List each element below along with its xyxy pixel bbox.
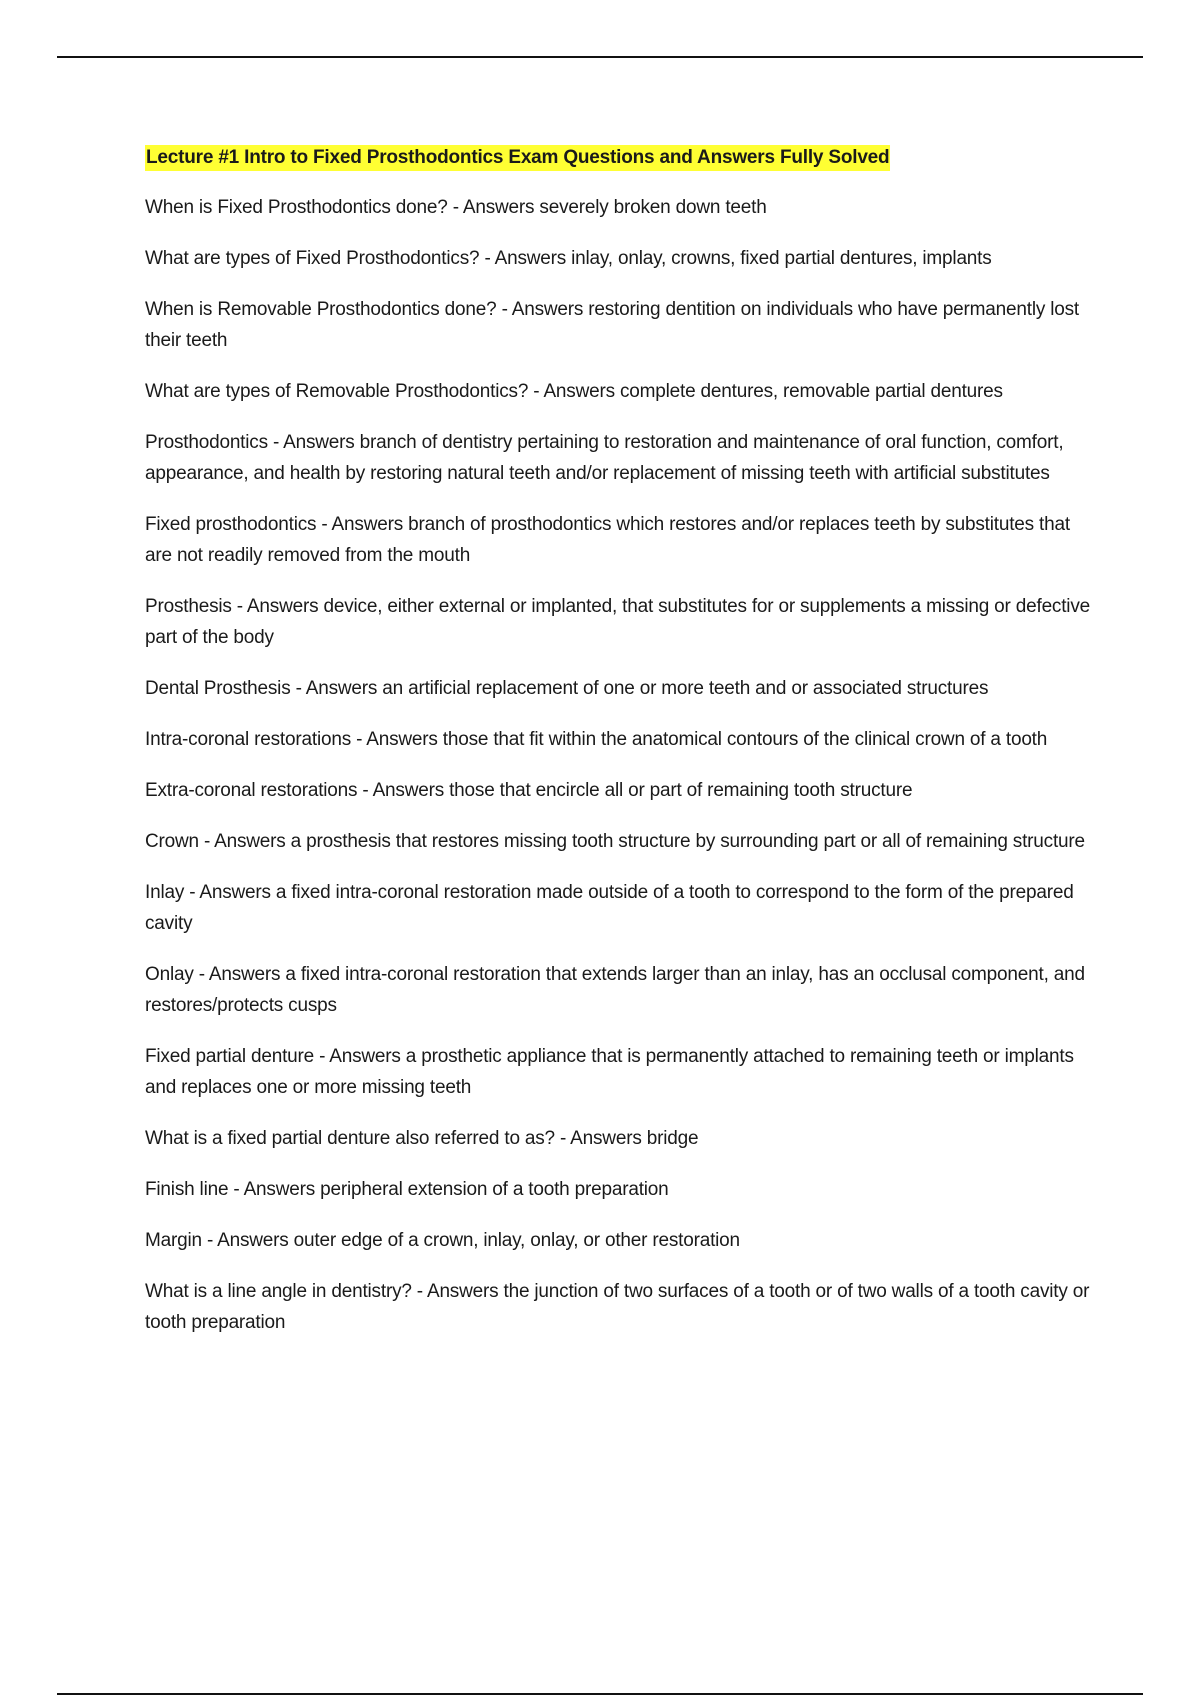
qa-item: Finish line - Answers peripheral extension of a tooth preparation: [145, 1179, 669, 1200]
qa-item: Dental Prosthesis - Answers an artificial replacement of one or more teeth and or associated structures: [145, 678, 989, 699]
qa-item: Prosthodontics - Answers branch of dentistry pertaining to restoration and maintenance of oral function, comfort, appearance, and health by restoring natural teeth and/or replacement of missing teeth with artificial substitutes: [145, 432, 1064, 484]
document-body: [145, 145, 1095, 1358]
qa-item: When is Removable Prosthodontics done? - Answers restoring dentition on individuals who have permanently lost their teeth: [145, 299, 1079, 351]
qa-item: Fixed prosthodontics - Answers branch of prosthodontics which restores and/or replaces teeth by substitutes that are not readily removed from the mouth: [145, 514, 1070, 566]
qa-item: What is a line angle in dentistry? - Answers the junction of two surfaces of a tooth or of two walls of a tooth cavity or tooth preparation: [145, 1281, 1090, 1333]
document-title: Lecture #1 Intro to Fixed Prosthodontics Exam Questions and Answers Fully Solved: [145, 145, 890, 171]
bottom-divider: [57, 1693, 1143, 1695]
qa-item: Fixed partial denture - Answers a prosthetic appliance that is permanently attached to remaining teeth or implants and replaces one or more missing teeth: [145, 1046, 1074, 1098]
qa-item: Inlay - Answers a fixed intra-coronal restoration made outside of a tooth to correspond to the form of the prepared cavity: [145, 882, 1074, 934]
qa-list: [145, 192, 1095, 1338]
qa-item: When is Fixed Prosthodontics done? - Answers severely broken down teeth: [145, 197, 767, 218]
qa-item: Extra-coronal restorations - Answers those that encircle all or part of remaining tooth structure: [145, 780, 913, 801]
qa-item: What is a fixed partial denture also referred to as? - Answers bridge: [145, 1128, 699, 1149]
top-divider: [57, 56, 1143, 58]
qa-item: Intra-coronal restorations - Answers those that fit within the anatomical contours of the clinical crown of a tooth: [145, 729, 1048, 750]
qa-item: Margin - Answers outer edge of a crown, inlay, onlay, or other restoration: [145, 1230, 740, 1251]
qa-item: Onlay - Answers a fixed intra-coronal restoration that extends larger than an inlay, has an occlusal component, and restores/protects cusps: [145, 964, 1085, 1016]
qa-item: Crown - Answers a prosthesis that restores missing tooth structure by surrounding part or all of remaining structure: [145, 831, 1085, 852]
qa-item: Prosthesis - Answers device, either external or implanted, that substitutes for or supplements a missing or defective part of the body: [145, 596, 1090, 648]
qa-item: What are types of Fixed Prosthodontics? - Answers inlay, onlay, crowns, fixed partial dentures, implants: [145, 248, 992, 269]
qa-item: What are types of Removable Prosthodontics? - Answers complete dentures, removable partial dentures: [145, 381, 1003, 402]
